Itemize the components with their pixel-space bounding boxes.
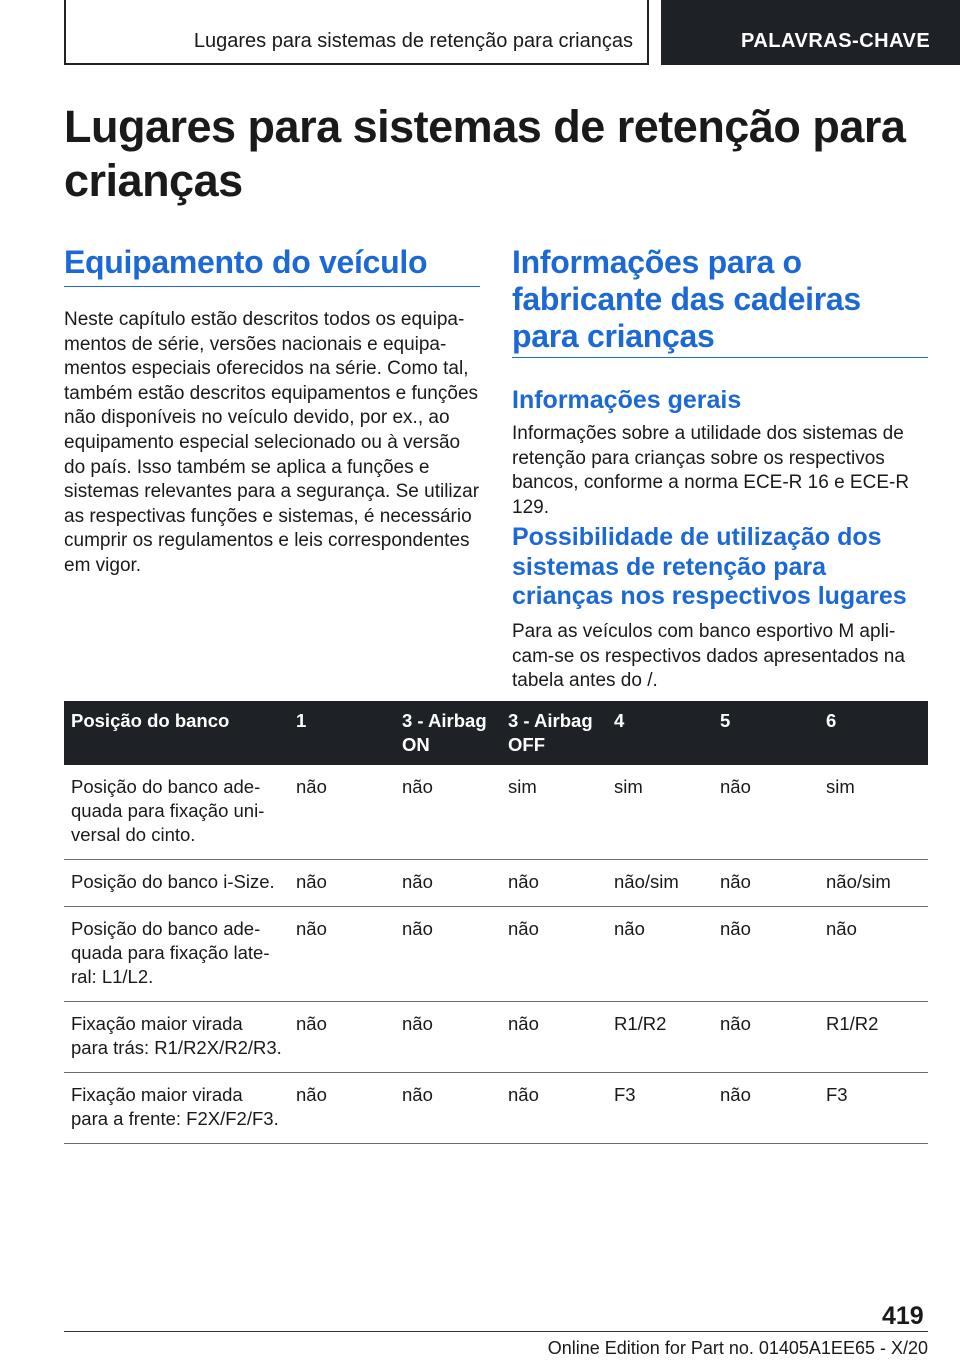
heading-rule-right — [512, 357, 928, 358]
table-cell: não — [289, 1073, 395, 1144]
chapter-tab[interactable] — [64, 0, 649, 65]
paragraph-equipamento: Neste capítulo estão descritos todos os equipamentos de série, versões nacionais e equipamentos especiais oferecidos na série. Como tal, também estão descritos equipamentos e funções não disponíveis no veículo devido, por ex., ao equipamento especial selecionado ou à versão do país. Isso também se aplica a funções e sistemas relevantes para a segurança. Se utilizar as respectivas funções e sistemas, é necessário cumprir os regulamentos e leis correspondentes em vigor. — [64, 309, 480, 576]
table-cell: não — [289, 765, 395, 860]
table-cell: não — [395, 765, 501, 860]
subheading-informacoes-gerais: Informações gerais — [512, 386, 742, 414]
table-cell: não — [713, 765, 819, 860]
table-row — [64, 907, 928, 1002]
table-header-cell: Posição do banco — [64, 701, 289, 765]
table-cell: F3 — [819, 1073, 928, 1144]
table-cell: não — [501, 860, 607, 907]
edition-note: Online Edition for Part no. 01405A1EE65 - X/20 — [547, 1338, 928, 1358]
table-header-cell: 5 — [713, 701, 819, 765]
section-tab[interactable] — [661, 0, 960, 65]
table-cell: Posição do banco i-Size. — [64, 860, 289, 907]
table-cell: não — [289, 860, 395, 907]
table-row — [64, 765, 928, 860]
table-cell: F3 — [607, 1073, 713, 1144]
table-cell: não — [713, 1073, 819, 1144]
table-header-row — [64, 701, 928, 765]
seat-position-table — [64, 701, 928, 1144]
table-cell: Fixação maior virada para trás: R1/R2X/R2/R3. — [64, 1002, 289, 1073]
table-header-cell: 3 - Airbag ON — [395, 701, 501, 765]
table-cell: Fixação maior virada para a frente: F2X/F2/F3. — [64, 1073, 289, 1144]
table-cell: não — [289, 907, 395, 1002]
table-cell: Posição do banco adequada para fixação universal do cinto. — [64, 765, 289, 860]
paragraph-possibilidade: Para as veículos com banco esportivo M aplicam-se os respectivos dados apresentados na tabela antes do /. — [512, 621, 905, 692]
table-cell: não — [713, 860, 819, 907]
table-header-cell: 6 — [819, 701, 928, 765]
table-cell: sim — [501, 765, 607, 860]
table-cell: não — [501, 1002, 607, 1073]
table-cell: Posição do banco adequada para fixação lateral: L1/L2. — [64, 907, 289, 1002]
paragraph-informacoes-gerais: Informações sobre a utilidade dos sistemas de retenção para crianças sobre os respectivos bancos, conforme a norma ECE-R 16 e ECE-R 129. — [512, 423, 910, 518]
heading-informacoes-fabricante: Informações para o fabricante das cadeiras para crianças — [512, 244, 861, 354]
page-title: Lugares para sistemas de retenção para crianças — [64, 101, 906, 206]
table-cell: não — [607, 907, 713, 1002]
table-cell: não — [501, 1073, 607, 1144]
table-cell: R1/R2 — [607, 1002, 713, 1073]
table-cell: R1/R2 — [819, 1002, 928, 1073]
subheading-possibilidade: Possibilidade de utilização dos sistemas de retenção para crianças nos respectivos lugares — [512, 523, 907, 610]
table-cell: não — [289, 1002, 395, 1073]
page-number: 419 — [882, 1302, 924, 1330]
table-cell: não/sim — [819, 860, 928, 907]
footer-rule — [64, 1331, 928, 1332]
table-cell: não — [395, 860, 501, 907]
table-cell: não — [501, 907, 607, 1002]
chapter-tab-label: Lugares para sistemas de retenção para crianças — [193, 30, 633, 52]
table-cell: não — [395, 1002, 501, 1073]
table-cell: não — [395, 1073, 501, 1144]
heading-equipamento: Equipamento do veículo — [64, 244, 428, 280]
table-cell: não — [819, 907, 928, 1002]
table-header-cell: 4 — [607, 701, 713, 765]
table-cell: sim — [607, 765, 713, 860]
table-cell: sim — [819, 765, 928, 860]
table-cell: não — [395, 907, 501, 1002]
heading-rule-left — [64, 286, 480, 287]
section-tab-label: PALAVRAS-CHAVE — [741, 30, 931, 52]
table-row — [64, 1073, 928, 1144]
table-cell: não — [713, 907, 819, 1002]
table-row — [64, 1002, 928, 1073]
table-cell: não — [713, 1002, 819, 1073]
table-header-cell: 1 — [289, 701, 395, 765]
table-cell: não/sim — [607, 860, 713, 907]
table-header-cell: 3 - Airbag OFF — [501, 701, 607, 765]
table-row — [64, 860, 928, 907]
